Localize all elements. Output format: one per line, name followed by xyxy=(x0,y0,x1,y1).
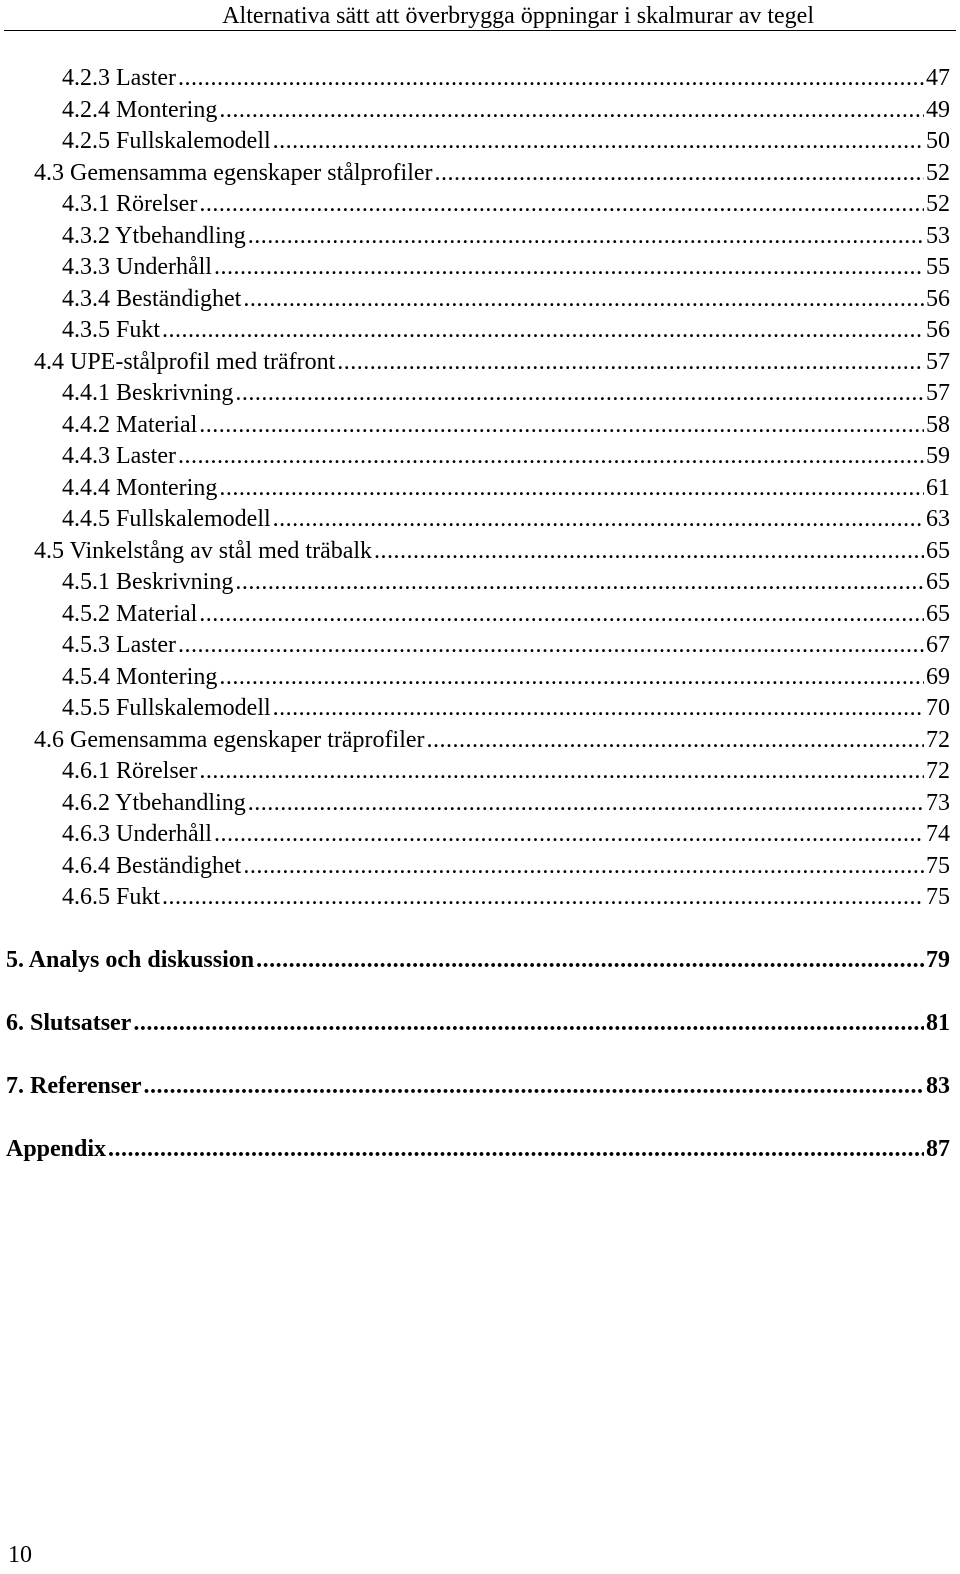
dot-leader xyxy=(337,347,924,377)
toc-entry[interactable] xyxy=(62,378,950,408)
toc-entry-page: 73 xyxy=(926,790,950,816)
toc-entry[interactable] xyxy=(62,567,950,597)
toc-chapter-entry[interactable] xyxy=(6,1134,950,1164)
dot-leader xyxy=(273,693,924,723)
toc-entry-label: 4.6.5 Fukt xyxy=(62,884,161,910)
dot-leader xyxy=(219,95,924,125)
toc-entry[interactable] xyxy=(62,662,950,692)
toc-entry-page: 53 xyxy=(926,223,950,249)
toc-entry-label: 4.6.1 Rörelser xyxy=(62,758,198,784)
toc-entry-label: 4.5.4 Montering xyxy=(62,664,218,690)
toc-entry[interactable] xyxy=(34,347,950,377)
dot-leader xyxy=(219,473,924,503)
dot-leader xyxy=(133,1008,924,1038)
toc-chapter-entry[interactable] xyxy=(6,945,950,975)
toc-entry-page: 61 xyxy=(926,475,950,501)
toc-entry-page: 65 xyxy=(926,569,950,595)
toc-entry[interactable] xyxy=(62,693,950,723)
toc-entry[interactable] xyxy=(34,158,950,188)
toc-entry[interactable] xyxy=(62,284,950,314)
toc-entry[interactable] xyxy=(62,252,950,282)
running-header xyxy=(0,0,960,32)
toc-entry-label: 4.4.2 Material xyxy=(62,412,198,438)
toc-entry[interactable] xyxy=(62,126,950,156)
toc-entry-page: 55 xyxy=(926,254,950,280)
dot-leader xyxy=(219,662,924,692)
toc-entry-label: 4.4.3 Laster xyxy=(62,443,176,469)
toc-entry[interactable] xyxy=(62,315,950,345)
dot-leader xyxy=(178,63,924,93)
toc-entry[interactable] xyxy=(62,599,950,629)
toc-entry-page: 72 xyxy=(926,758,950,784)
toc-entry[interactable] xyxy=(62,63,950,93)
toc-entry[interactable] xyxy=(62,788,950,818)
dot-leader xyxy=(273,504,924,534)
dot-leader xyxy=(235,378,924,408)
toc-entry-page: 65 xyxy=(926,601,950,627)
toc-entry-page: 52 xyxy=(926,160,950,186)
toc-entry-label: 4.5.1 Beskrivning xyxy=(62,569,234,595)
toc-entry[interactable] xyxy=(62,441,950,471)
dot-leader xyxy=(199,410,924,440)
toc-entry-page: 87 xyxy=(926,1136,950,1162)
dot-leader xyxy=(214,252,924,282)
toc-entry[interactable] xyxy=(62,189,950,219)
toc-entry-label: 4.4.4 Montering xyxy=(62,475,218,501)
toc-entry-label: 5. Analys och diskussion xyxy=(6,947,255,973)
toc-entry-label: 7. Referenser xyxy=(6,1073,142,1099)
toc-entry-page: 49 xyxy=(926,97,950,123)
toc-entry[interactable] xyxy=(62,851,950,881)
toc-entry[interactable] xyxy=(62,95,950,125)
toc-entry-label: 4.5 Vinkelstång av stål med träbalk xyxy=(34,538,373,564)
dot-leader xyxy=(243,851,924,881)
document-title: Alternativa sätt att överbrygga öppningar i skalmurar av tegel xyxy=(222,3,814,29)
dot-leader xyxy=(199,189,924,219)
toc-entry-page: 79 xyxy=(926,947,950,973)
toc-chapter-entry[interactable] xyxy=(6,1008,950,1038)
dot-leader xyxy=(427,725,924,755)
toc-entry-page: 72 xyxy=(926,727,950,753)
toc-entry-page: 47 xyxy=(926,65,950,91)
toc-entry-page: 83 xyxy=(926,1073,950,1099)
dot-leader xyxy=(144,1071,925,1101)
toc-entry-page: 57 xyxy=(926,380,950,406)
header-divider xyxy=(4,30,956,31)
toc-entry-label: 4.3.1 Rörelser xyxy=(62,191,198,217)
page-number: 10 xyxy=(8,1542,32,1568)
toc-entry-label: 4.2.5 Fullskalemodell xyxy=(62,128,271,154)
dot-leader xyxy=(178,630,924,660)
toc-entry[interactable] xyxy=(62,410,950,440)
toc-entry-label: 4.6.4 Beständighet xyxy=(62,853,242,879)
toc-entry-label: 4.2.3 Laster xyxy=(62,65,176,91)
toc-entry-label: 4.3.4 Beständighet xyxy=(62,286,242,312)
toc-entry-label: Appendix xyxy=(6,1136,107,1162)
dot-leader xyxy=(256,945,924,975)
toc-entry-label: 4.4 UPE-stålprofil med träfront xyxy=(34,349,336,375)
dot-leader xyxy=(273,126,924,156)
dot-leader xyxy=(243,284,924,314)
dot-leader xyxy=(248,221,924,251)
toc-entry-label: 4.5.3 Laster xyxy=(62,632,176,658)
toc-chapter-entry[interactable] xyxy=(6,1071,950,1101)
dot-leader xyxy=(162,882,924,912)
toc-entry[interactable] xyxy=(62,819,950,849)
toc-entry-label: 4.2.4 Montering xyxy=(62,97,218,123)
toc-entry-page: 65 xyxy=(926,538,950,564)
toc-entry-page: 52 xyxy=(926,191,950,217)
toc-entry[interactable] xyxy=(62,473,950,503)
dot-leader xyxy=(235,567,924,597)
toc-entry-label: 4.5.2 Material xyxy=(62,601,198,627)
toc-entry-page: 75 xyxy=(926,884,950,910)
toc-entry-label: 4.6.2 Ytbehandling xyxy=(62,790,246,816)
toc-entry-page: 59 xyxy=(926,443,950,469)
dot-leader xyxy=(214,819,924,849)
toc-entry-page: 74 xyxy=(926,821,950,847)
toc-entry[interactable] xyxy=(62,756,950,786)
dot-leader xyxy=(435,158,924,188)
toc-entry-label: 4.6 Gemensamma egenskaper träprofiler xyxy=(34,727,425,753)
toc-entry-label: 6. Slutsatser xyxy=(6,1010,132,1036)
toc-entry-page: 57 xyxy=(926,349,950,375)
dot-leader xyxy=(108,1134,924,1164)
toc-entry-page: 81 xyxy=(926,1010,950,1036)
toc-entry-page: 75 xyxy=(926,853,950,879)
toc-entry-page: 56 xyxy=(926,286,950,312)
dot-leader xyxy=(374,536,924,566)
dot-leader xyxy=(199,599,924,629)
toc-entry-label: 4.3.3 Underhåll xyxy=(62,254,212,280)
toc-entry-page: 58 xyxy=(926,412,950,438)
toc-entry-label: 4.3 Gemensamma egenskaper stålprofiler xyxy=(34,160,433,186)
toc-entry-page: 67 xyxy=(926,632,950,658)
toc-entry-page: 70 xyxy=(926,695,950,721)
toc-entry[interactable] xyxy=(62,221,950,251)
toc-entry-page: 50 xyxy=(926,128,950,154)
toc-entry-label: 4.4.1 Beskrivning xyxy=(62,380,234,406)
toc-entry[interactable] xyxy=(62,504,950,534)
toc-entry-label: 4.6.3 Underhåll xyxy=(62,821,212,847)
toc-entry[interactable] xyxy=(62,630,950,660)
toc-entry-label: 4.4.5 Fullskalemodell xyxy=(62,506,271,532)
toc-entry-page: 63 xyxy=(926,506,950,532)
dot-leader xyxy=(178,441,924,471)
toc-entry-page: 56 xyxy=(926,317,950,343)
toc-entry-page: 69 xyxy=(926,664,950,690)
dot-leader xyxy=(162,315,924,345)
dot-leader xyxy=(248,788,924,818)
toc-entry[interactable] xyxy=(34,725,950,755)
dot-leader xyxy=(199,756,924,786)
toc-entry[interactable] xyxy=(34,536,950,566)
toc-entry[interactable] xyxy=(62,882,950,912)
toc-entry-label: 4.3.5 Fukt xyxy=(62,317,161,343)
toc-entry-label: 4.3.2 Ytbehandling xyxy=(62,223,246,249)
toc-entry-label: 4.5.5 Fullskalemodell xyxy=(62,695,271,721)
